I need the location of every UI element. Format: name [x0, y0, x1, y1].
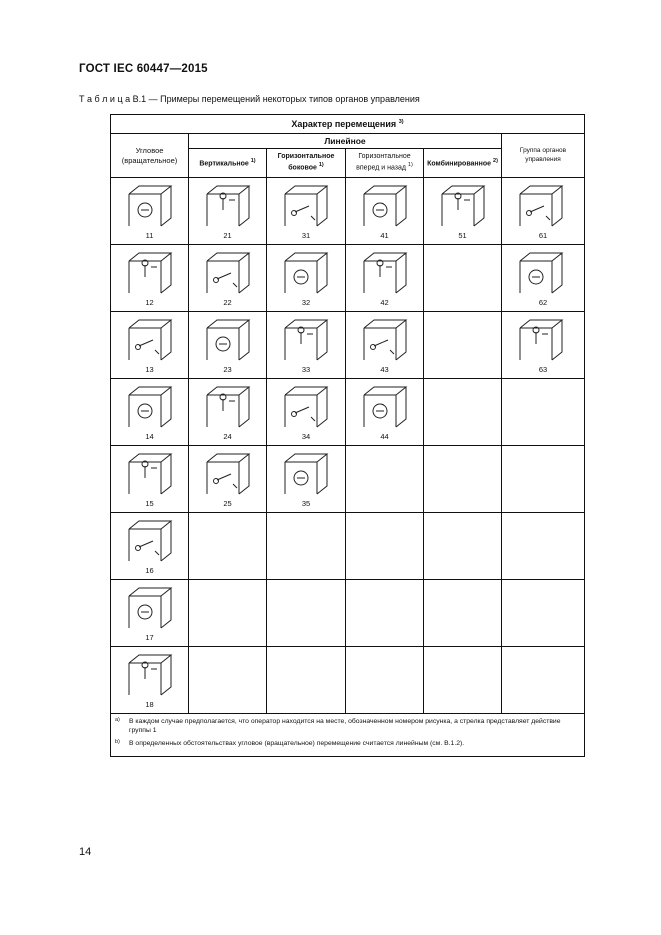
figure-cell	[346, 446, 424, 513]
figure-cell	[111, 446, 189, 513]
figure-number: 17	[145, 633, 154, 642]
figure-row	[111, 580, 585, 647]
control-box-icon	[193, 381, 261, 431]
figure-cell	[502, 379, 585, 446]
col-label: Вертикальное	[199, 159, 249, 167]
col-vertical-header	[189, 149, 267, 178]
col-horizontal-fwd-header	[346, 149, 424, 178]
figure-cell	[189, 446, 267, 513]
figure-rows	[111, 178, 585, 714]
control-box-icon	[271, 381, 339, 431]
figure-number: 62	[538, 298, 548, 307]
figure-cell	[111, 379, 189, 446]
table-caption: Т а б л и ц а В.1 — Примеры перемещений некоторых типов органов управления	[79, 94, 420, 104]
figure-cell	[267, 245, 346, 312]
control-box-icon	[506, 180, 574, 230]
figure-cell	[424, 446, 502, 513]
figure-cell	[189, 513, 267, 580]
figure-cell	[267, 178, 346, 245]
col-label: Горизонтальное вперед и назад	[356, 153, 411, 172]
figure-number: 35	[301, 499, 311, 508]
page-number: 14	[79, 846, 92, 858]
control-box-icon	[115, 582, 183, 632]
table-title	[111, 115, 585, 134]
control-box-icon	[115, 448, 183, 498]
figure-number: 18	[145, 700, 154, 709]
figure-cell	[502, 513, 585, 580]
figure-cell	[189, 245, 267, 312]
control-box-icon	[115, 381, 183, 431]
angular-header: Угловое (вращательное)	[111, 134, 189, 178]
figure-cell	[502, 312, 585, 379]
figure-cell	[502, 245, 585, 312]
control-box-icon	[271, 180, 339, 230]
figure-cell	[424, 379, 502, 446]
control-box-icon	[350, 180, 418, 230]
figure-cell	[111, 178, 189, 245]
note-row	[115, 739, 580, 748]
control-box-icon	[193, 448, 261, 498]
figure-cell	[267, 580, 346, 647]
figure-cell	[424, 178, 502, 245]
linear-header: Линейное	[189, 134, 502, 149]
figure-cell	[502, 446, 585, 513]
note-row	[115, 717, 580, 735]
figure-cell	[346, 178, 424, 245]
document-code: ГОСТ IEC 60447—2015	[79, 63, 208, 75]
movement-examples-table	[110, 114, 585, 757]
table-title-note: 3)	[398, 119, 404, 125]
figure-cell	[424, 513, 502, 580]
control-box-icon	[350, 381, 418, 431]
group-header: Группа органов управления	[502, 134, 585, 178]
control-box-icon	[350, 314, 418, 364]
figure-number: 16	[145, 566, 154, 575]
figure-number: 61	[538, 231, 548, 240]
figure-cell	[189, 379, 267, 446]
figure-number: 43	[380, 365, 389, 374]
figure-row	[111, 312, 585, 379]
figure-cell	[424, 245, 502, 312]
control-box-icon	[115, 649, 183, 699]
control-box-icon	[193, 314, 261, 364]
col-label: Комбинированное	[427, 159, 492, 167]
figure-cell	[424, 580, 502, 647]
control-box-icon	[506, 247, 574, 297]
figure-number: 32	[301, 298, 311, 307]
table-title-text: Характер перемещения	[291, 119, 397, 129]
figure-cell	[346, 379, 424, 446]
figure-number: 14	[145, 432, 154, 441]
figure-number: 34	[301, 432, 311, 441]
col-horizontal-side-header	[267, 149, 346, 178]
control-box-icon	[350, 247, 418, 297]
control-box-icon	[115, 314, 183, 364]
note-text: В определенных обстоятельствах угловое (вращательное) перемещение считается линейным (см. В.1.2).	[129, 740, 465, 748]
col-label: Горизонтальное боковое	[277, 153, 335, 172]
figure-row	[111, 178, 585, 245]
figure-cell	[189, 647, 267, 714]
col-note: 2)	[493, 157, 498, 164]
figure-row	[111, 245, 585, 312]
figure-row	[111, 513, 585, 580]
figure-cell	[346, 580, 424, 647]
figure-cell	[111, 312, 189, 379]
figure-cell	[267, 312, 346, 379]
control-box-icon	[115, 515, 183, 565]
figure-number: 31	[301, 231, 311, 240]
figure-number: 24	[223, 432, 232, 441]
note-mark: а)	[115, 717, 120, 723]
figure-cell	[267, 446, 346, 513]
figure-cell	[502, 178, 585, 245]
figure-cell	[424, 647, 502, 714]
figure-cell	[346, 647, 424, 714]
figure-cell	[346, 513, 424, 580]
figure-row	[111, 379, 585, 446]
figure-number: 15	[145, 499, 154, 508]
figure-cell	[267, 379, 346, 446]
figure-cell	[502, 580, 585, 647]
control-box-icon	[115, 247, 183, 297]
col-note: 1)	[250, 157, 256, 164]
figure-number: 51	[458, 231, 467, 240]
figure-number: 41	[380, 231, 389, 240]
control-box-icon	[506, 314, 574, 364]
figure-cell	[111, 245, 189, 312]
col-note: 1)	[318, 161, 324, 168]
figure-number: 33	[301, 365, 311, 374]
figure-number: 44	[380, 432, 389, 441]
figure-cell	[189, 178, 267, 245]
figure-number: 22	[223, 298, 232, 307]
figure-cell	[189, 580, 267, 647]
table-notes	[111, 714, 585, 757]
figure-cell	[346, 312, 424, 379]
figure-cell	[346, 245, 424, 312]
control-box-icon	[428, 180, 496, 230]
figure-cell	[111, 580, 189, 647]
control-box-icon	[271, 448, 339, 498]
figure-cell	[424, 312, 502, 379]
figure-row	[111, 446, 585, 513]
figure-number: 12	[145, 298, 154, 307]
col-note: 1)	[407, 161, 413, 168]
figure-number: 63	[538, 365, 548, 374]
control-box-icon	[115, 180, 183, 230]
figure-number: 25	[223, 499, 232, 508]
figure-number: 11	[145, 231, 154, 240]
note-text: В каждом случае предполагается, что оператор находится на месте, обозначенном номером рисунка, а стрелка представляет действие группы 1	[129, 718, 561, 735]
figure-cell	[111, 647, 189, 714]
control-box-icon	[193, 247, 261, 297]
figure-cell	[267, 513, 346, 580]
figure-number: 42	[380, 298, 389, 307]
figure-cell	[111, 513, 189, 580]
figure-number: 13	[145, 365, 154, 374]
figure-number: 21	[223, 231, 232, 240]
figure-cell	[267, 647, 346, 714]
col-combined-header	[424, 149, 502, 178]
control-box-icon	[193, 180, 261, 230]
note-mark: b)	[115, 739, 120, 746]
figure-number: 23	[223, 365, 232, 374]
control-box-icon	[271, 314, 339, 364]
figure-row	[111, 647, 585, 714]
control-box-icon	[271, 247, 339, 297]
figure-cell	[189, 312, 267, 379]
figure-cell	[502, 647, 585, 714]
